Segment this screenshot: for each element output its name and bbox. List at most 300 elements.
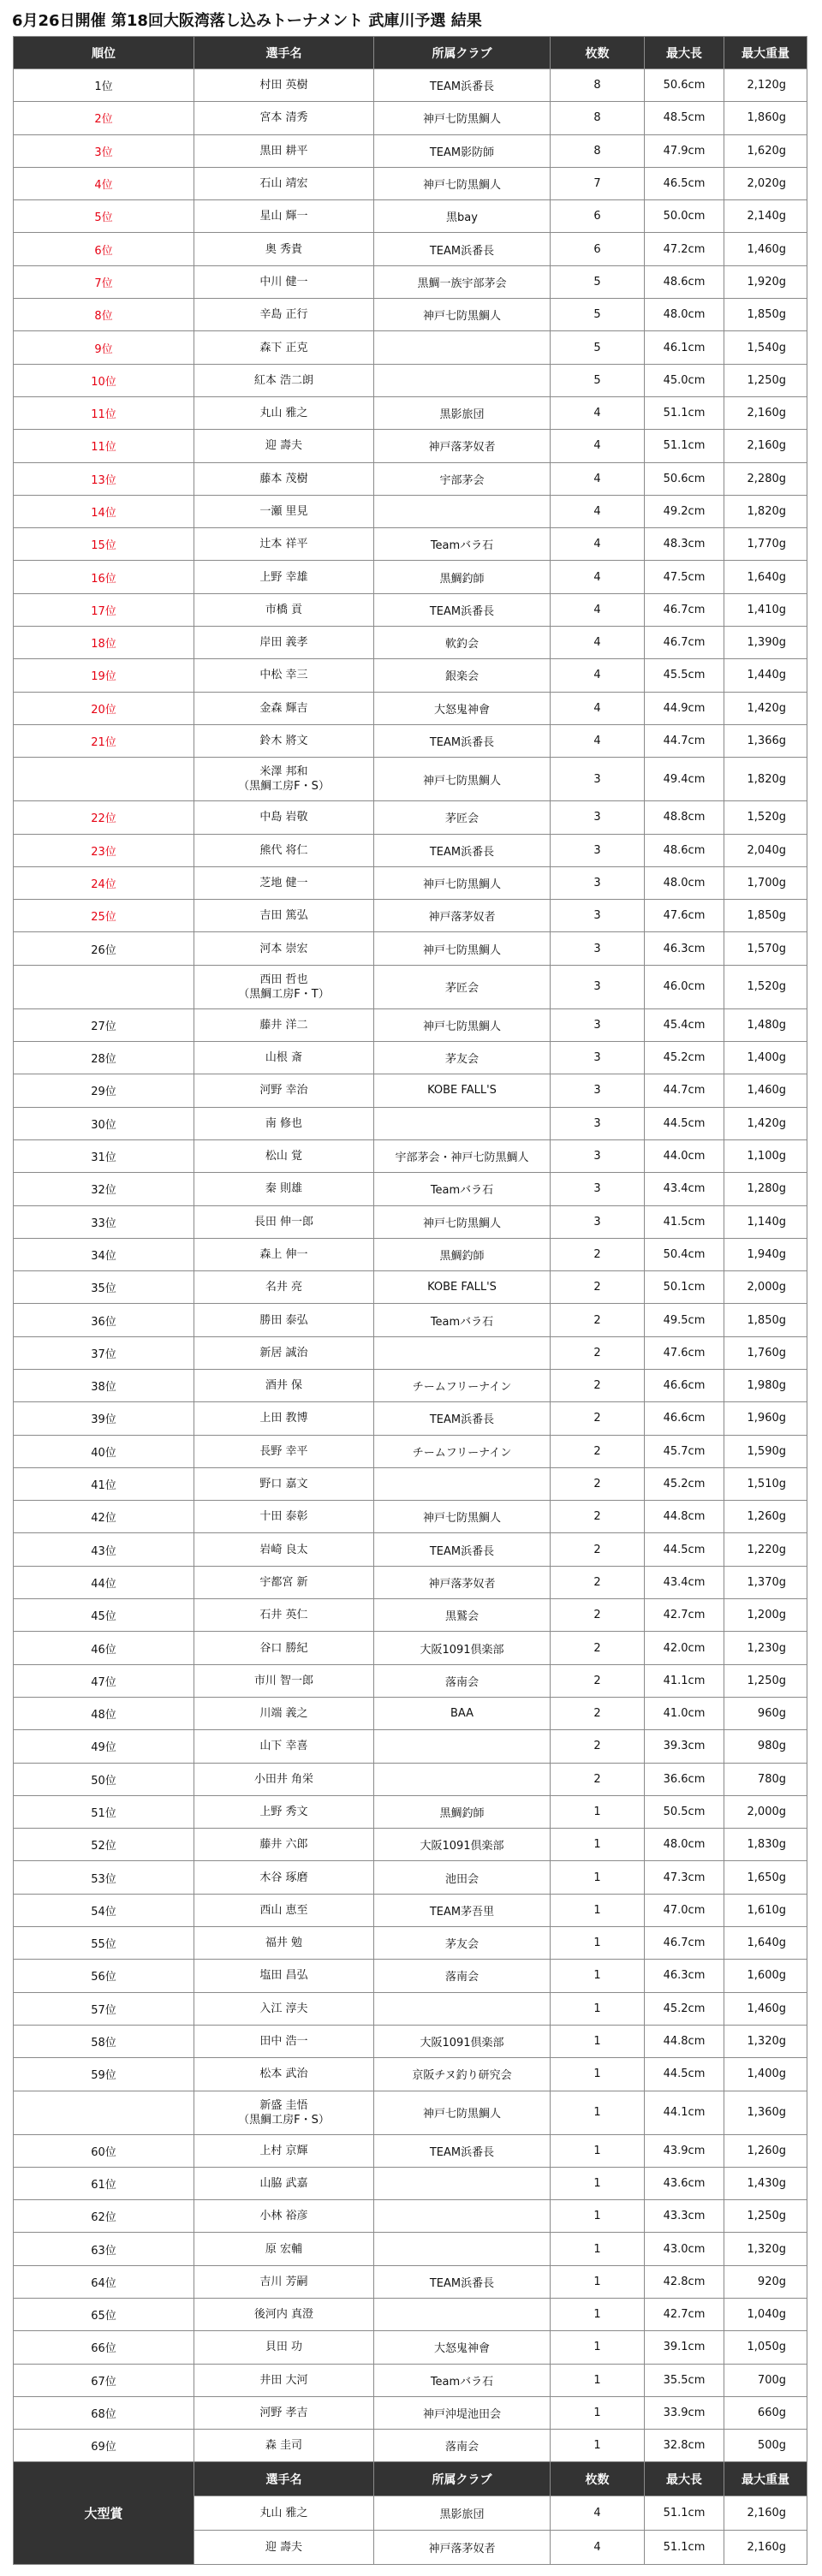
max-length-cell: 45.2cm: [645, 1993, 724, 2026]
max-weight-cell: 2,280g: [724, 463, 807, 496]
results-header-row: [14, 37, 807, 69]
table-row: [14, 1829, 807, 1861]
count-cell: 2: [551, 1468, 645, 1501]
max-length-cell: 46.7cm: [645, 1927, 724, 1960]
club-cell: 神戸七防黒鯛人: [374, 1206, 551, 1239]
player-name-cell: [194, 1567, 374, 1599]
count-cell: 1: [551, 2397, 645, 2430]
player-name-cell: [194, 1960, 374, 1992]
results-body: [14, 69, 807, 2462]
club-cell: [374, 2233, 551, 2265]
club-cell: [374, 331, 551, 364]
player-name-cell: [194, 1895, 374, 1927]
rank-cell: 42位: [14, 1501, 194, 1533]
club-cell: 神戸七防黒鯛人: [374, 932, 551, 965]
club-cell: 神戸七防黒鯛人: [374, 758, 551, 801]
table-row: [14, 2430, 807, 2462]
table-row: [14, 1304, 807, 1336]
max-length-cell: 46.3cm: [645, 1960, 724, 1992]
max-weight-cell: 1,440g: [724, 659, 807, 692]
player-name-cell: [194, 2026, 374, 2058]
player-name: 長野 幸平: [259, 1444, 308, 1458]
club-cell: 黒鯛釣師: [374, 1796, 551, 1829]
rank-cell: 4位: [14, 168, 194, 200]
max-length-cell: 43.0cm: [645, 2233, 724, 2265]
club-cell: 軟釣会: [374, 627, 551, 659]
rank-cell: 10位: [14, 365, 194, 397]
player-name: 中松 幸三: [259, 669, 308, 682]
player-name-cell: [194, 299, 374, 331]
rank-cell: [14, 758, 194, 801]
rank-cell: 48位: [14, 1698, 194, 1730]
rank-cell: 1位: [14, 69, 194, 102]
count-cell: 2: [551, 1239, 645, 1271]
player-name: 山下 幸喜: [259, 1740, 308, 1753]
max-length-cell: 46.6cm: [645, 1370, 724, 1402]
player-name-cell: [194, 1599, 374, 1632]
club-cell: 大阪1091倶楽部: [374, 1632, 551, 1664]
rank-cell: 20位: [14, 693, 194, 725]
count-cell: 5: [551, 365, 645, 397]
award-header-max-length: 最大長: [645, 2462, 724, 2496]
rank-cell: 56位: [14, 1960, 194, 1992]
player-name: 上田 教博: [259, 1412, 308, 1425]
player-name: 上野 幸雄: [259, 570, 308, 584]
player-name: 市橋 貢: [265, 603, 303, 616]
count-cell: 7: [551, 168, 645, 200]
rank-cell: 11位: [14, 430, 194, 462]
player-name: 金森 輝吉: [259, 701, 308, 715]
rank-cell: 27位: [14, 1009, 194, 1042]
table-row: [14, 397, 807, 430]
max-length-cell: 45.4cm: [645, 1009, 724, 1042]
count-cell: 1: [551, 1895, 645, 1927]
club-cell: 神戸落茅奴者: [374, 1567, 551, 1599]
rank-cell: 63位: [14, 2233, 194, 2265]
rank-cell: 61位: [14, 2168, 194, 2200]
max-length-cell: 44.8cm: [645, 1501, 724, 1533]
club-cell: BAA: [374, 1698, 551, 1730]
max-weight-cell: 2,160g: [724, 397, 807, 430]
club-cell: 茅匠会: [374, 966, 551, 1009]
rank-cell: 34位: [14, 1239, 194, 1271]
club-cell: TEAM浜番長: [374, 594, 551, 627]
table-row: [14, 1960, 807, 1992]
club-cell: 落南会: [374, 1665, 551, 1698]
max-length-cell: 49.4cm: [645, 758, 724, 801]
club-cell: TEAM茅吾里: [374, 1895, 551, 1927]
max-length-cell: 51.1cm: [645, 430, 724, 462]
player-name: 黒田 耕平: [259, 144, 308, 158]
max-weight-cell: 1,960g: [724, 1402, 807, 1435]
count-cell: 1: [551, 2168, 645, 2200]
max-weight-cell: 1,250g: [724, 2200, 807, 2233]
max-length-cell: 33.9cm: [645, 2397, 724, 2430]
max-weight-cell: 1,400g: [724, 2058, 807, 2091]
max-length-cell: 42.0cm: [645, 1632, 724, 1664]
count-cell: 2: [551, 1665, 645, 1698]
table-row: [14, 1632, 807, 1664]
rank-cell: 11位: [14, 397, 194, 430]
player-name: 藤本 茂樹: [259, 472, 308, 485]
max-length-cell: 50.4cm: [645, 1239, 724, 1271]
max-length-cell: 48.6cm: [645, 266, 724, 299]
max-weight-cell: 2,140g: [724, 200, 807, 233]
max-weight-cell: 1,430g: [724, 2168, 807, 2200]
rank-cell: 39位: [14, 1402, 194, 1435]
table-row: [14, 135, 807, 168]
rank-cell: 41位: [14, 1468, 194, 1501]
player-name-cell: [194, 659, 374, 692]
club-cell: 茅友会: [374, 1042, 551, 1074]
rank-cell: 33位: [14, 1206, 194, 1239]
count-cell: 2: [551, 1567, 645, 1599]
club-cell: Teamバラ石: [374, 1173, 551, 1205]
max-weight-cell: 1,280g: [724, 1173, 807, 1205]
rank-cell: 45位: [14, 1599, 194, 1632]
table-row: [14, 1993, 807, 2026]
award-club-cell: 神戸落茅奴者: [374, 2531, 551, 2565]
table-row: [14, 200, 807, 233]
player-name-cell: [194, 1632, 374, 1664]
player-name: 川端 義之: [259, 1707, 308, 1721]
max-length-cell: 44.5cm: [645, 2058, 724, 2091]
player-name: 十田 泰彰: [259, 1510, 308, 1524]
max-length-cell: 48.6cm: [645, 835, 724, 867]
award-count-cell: 4: [551, 2531, 645, 2565]
player-name-cell: [194, 1927, 374, 1960]
player-name-cell: [194, 2058, 374, 2091]
player-name: 中島 岩敬: [259, 811, 308, 824]
max-weight-cell: 1,250g: [724, 1665, 807, 1698]
player-name-cell: [194, 1436, 374, 1468]
max-weight-cell: 1,230g: [724, 1632, 807, 1664]
player-name-cell: [194, 1108, 374, 1140]
club-cell: チームフリーナイン: [374, 1370, 551, 1402]
max-weight-cell: 780g: [724, 1764, 807, 1796]
max-length-cell: 36.6cm: [645, 1764, 724, 1796]
player-name: 山脇 武嘉: [259, 2176, 308, 2190]
count-cell: 1: [551, 2365, 645, 2397]
player-name-cell: [194, 867, 374, 900]
max-length-cell: 50.5cm: [645, 1796, 724, 1829]
table-row: [14, 1501, 807, 1533]
max-length-cell: 46.7cm: [645, 594, 724, 627]
club-cell: 落南会: [374, 2430, 551, 2462]
table-row: [14, 900, 807, 932]
max-length-cell: 44.0cm: [645, 1140, 724, 1173]
club-cell: KOBE FALL'S: [374, 1271, 551, 1304]
rank-cell: 64位: [14, 2266, 194, 2299]
max-length-cell: 50.6cm: [645, 69, 724, 102]
count-cell: 1: [551, 2299, 645, 2331]
player-name-cell: [194, 2233, 374, 2265]
rank-cell: 38位: [14, 1370, 194, 1402]
max-weight-cell: 1,370g: [724, 1567, 807, 1599]
table-row: [14, 1042, 807, 1074]
player-name: 芝地 健一: [259, 876, 308, 889]
club-cell: [374, 2168, 551, 2200]
max-length-cell: 45.5cm: [645, 659, 724, 692]
max-length-cell: 48.0cm: [645, 1829, 724, 1861]
club-cell: TEAM浜番長: [374, 1402, 551, 1435]
rank-cell: 16位: [14, 561, 194, 593]
max-weight-cell: 1,420g: [724, 693, 807, 725]
max-weight-cell: 1,200g: [724, 1599, 807, 1632]
table-row: [14, 331, 807, 364]
max-weight-cell: 1,320g: [724, 2233, 807, 2265]
max-weight-cell: 1,570g: [724, 932, 807, 965]
player-affiliation-note: （黒鯛工房F・S）: [238, 780, 330, 794]
player-name: 西田 哲也: [259, 973, 308, 986]
player-name-cell: [194, 2091, 374, 2135]
rank-cell: 6位: [14, 233, 194, 265]
count-cell: 2: [551, 1698, 645, 1730]
max-length-cell: 44.5cm: [645, 1533, 724, 1566]
award-club-cell: 黒影旅団: [374, 2496, 551, 2531]
player-name-cell: [194, 966, 374, 1009]
player-name: 岩崎 良太: [259, 1543, 308, 1556]
table-row: [14, 1533, 807, 1566]
count-cell: 5: [551, 331, 645, 364]
rank-cell: 55位: [14, 1927, 194, 1960]
count-cell: 2: [551, 1501, 645, 1533]
player-name-cell: [194, 1829, 374, 1861]
max-length-cell: 50.0cm: [645, 200, 724, 233]
club-cell: TEAM浜番長: [374, 69, 551, 102]
max-length-cell: 46.0cm: [645, 966, 724, 1009]
count-cell: 4: [551, 659, 645, 692]
max-weight-cell: 1,050g: [724, 2331, 807, 2364]
count-cell: 3: [551, 1108, 645, 1140]
rank-cell: 62位: [14, 2200, 194, 2233]
table-row: [14, 1927, 807, 1960]
player-affiliation-note: （黒鯛工房F・S）: [238, 2113, 330, 2127]
count-cell: 4: [551, 496, 645, 528]
club-cell: 池田会: [374, 1861, 551, 1894]
table-row: [14, 430, 807, 462]
player-name-cell: [194, 2168, 374, 2200]
rank-cell: 8位: [14, 299, 194, 331]
player-name-cell: [194, 135, 374, 168]
count-cell: 4: [551, 430, 645, 462]
player-name-cell: [194, 2299, 374, 2331]
player-name: 奥 秀貴: [265, 242, 303, 256]
count-cell: 3: [551, 1042, 645, 1074]
max-weight-cell: 1,600g: [724, 1960, 807, 1992]
max-length-cell: 35.5cm: [645, 2365, 724, 2397]
club-cell: 神戸沖堤池田会: [374, 2397, 551, 2430]
player-name: 野口 嘉文: [259, 1478, 308, 1491]
rank-cell: 30位: [14, 1108, 194, 1140]
award-header-count: 枚数: [551, 2462, 645, 2496]
award-header-player-name: 選手名: [194, 2462, 374, 2496]
table-row: [14, 1730, 807, 1763]
rank-cell: 3位: [14, 135, 194, 168]
award-max-length-cell: 51.1cm: [645, 2531, 724, 2565]
table-row: [14, 801, 807, 834]
player-name: 河本 崇宏: [259, 942, 308, 955]
max-weight-cell: 1,760g: [724, 1337, 807, 1370]
club-cell: 黒鯛釣師: [374, 561, 551, 593]
club-cell: TEAM影防師: [374, 135, 551, 168]
club-cell: 黒影旅団: [374, 397, 551, 430]
player-name-cell: [194, 1271, 374, 1304]
max-length-cell: 43.3cm: [645, 2200, 724, 2233]
max-weight-cell: 1,590g: [724, 1436, 807, 1468]
player-name-cell: [194, 1468, 374, 1501]
max-length-cell: 47.6cm: [645, 900, 724, 932]
player-name: 上村 京輝: [259, 2144, 308, 2157]
max-length-cell: 46.1cm: [645, 331, 724, 364]
max-length-cell: 44.7cm: [645, 1074, 724, 1107]
max-weight-cell: 2,120g: [724, 69, 807, 102]
player-name-cell: [194, 365, 374, 397]
player-name-cell: [194, 2331, 374, 2364]
count-cell: 8: [551, 135, 645, 168]
count-cell: 1: [551, 1861, 645, 1894]
rank-cell: 60位: [14, 2135, 194, 2168]
player-name: 後河内 真澄: [253, 2308, 314, 2322]
player-name: 小田井 角栄: [253, 1772, 314, 1786]
club-cell: 神戸落茅奴者: [374, 430, 551, 462]
club-cell: Teamバラ石: [374, 1304, 551, 1336]
count-cell: 3: [551, 835, 645, 867]
count-cell: 2: [551, 1632, 645, 1664]
rank-cell: 46位: [14, 1632, 194, 1664]
table-row: [14, 2091, 807, 2135]
player-name-cell: [194, 1304, 374, 1336]
max-weight-cell: 1,460g: [724, 1993, 807, 2026]
count-cell: 8: [551, 69, 645, 102]
max-weight-cell: 1,420g: [724, 1108, 807, 1140]
club-cell: 黒鷲会: [374, 1599, 551, 1632]
max-weight-cell: 1,770g: [724, 528, 807, 561]
player-name-cell: [194, 900, 374, 932]
player-name: 木谷 琢磨: [259, 1871, 308, 1884]
table-row: [14, 867, 807, 900]
table-row: [14, 2058, 807, 2091]
rank-cell: 24位: [14, 867, 194, 900]
rank-cell: 52位: [14, 1829, 194, 1861]
table-row: [14, 266, 807, 299]
player-name-cell: [194, 1337, 374, 1370]
player-name: 藤井 洋二: [259, 1018, 308, 1032]
player-name: 長田 伸一郎: [253, 1215, 314, 1229]
player-name: 石山 靖宏: [259, 177, 308, 191]
player-name: 小林 裕彦: [259, 2210, 308, 2223]
max-weight-cell: 1,260g: [724, 2135, 807, 2168]
max-length-cell: 48.8cm: [645, 801, 724, 834]
club-cell: 銀楽会: [374, 659, 551, 692]
table-row: [14, 233, 807, 265]
table-row: [14, 1140, 807, 1173]
count-cell: 2: [551, 1271, 645, 1304]
player-name: 丸山 雅之: [259, 407, 308, 420]
table-row: [14, 1370, 807, 1402]
rank-cell: 19位: [14, 659, 194, 692]
player-name-cell: [194, 594, 374, 627]
count-cell: 3: [551, 900, 645, 932]
table-row: [14, 1337, 807, 1370]
max-weight-cell: 1,366g: [724, 725, 807, 758]
club-cell: TEAM浜番長: [374, 835, 551, 867]
player-name-cell: [194, 2430, 374, 2462]
award-max-weight-cell: 2,160g: [724, 2496, 807, 2531]
player-name-cell: [194, 1796, 374, 1829]
club-cell: [374, 365, 551, 397]
count-cell: 6: [551, 233, 645, 265]
player-name-cell: [194, 168, 374, 200]
rank-cell: 47位: [14, 1665, 194, 1698]
count-cell: 3: [551, 1173, 645, 1205]
max-length-cell: 41.5cm: [645, 1206, 724, 1239]
player-name: 紅本 浩二朗: [253, 373, 314, 387]
club-cell: TEAM浜番長: [374, 1533, 551, 1566]
club-cell: 茅友会: [374, 1927, 551, 1960]
player-name: 勝田 泰弘: [259, 1313, 308, 1327]
rank-cell: 68位: [14, 2397, 194, 2430]
player-name: 森上 伸一: [259, 1247, 308, 1261]
count-cell: 3: [551, 966, 645, 1009]
count-cell: 4: [551, 397, 645, 430]
club-cell: [374, 1730, 551, 1763]
rank-cell: 25位: [14, 900, 194, 932]
player-name-cell: [194, 430, 374, 462]
table-row: [14, 1599, 807, 1632]
max-weight-cell: 1,540g: [724, 331, 807, 364]
club-cell: 大阪1091倶楽部: [374, 2026, 551, 2058]
table-row: [14, 1436, 807, 1468]
table-row: [14, 1468, 807, 1501]
count-cell: 4: [551, 463, 645, 496]
award-max-length-cell: 51.1cm: [645, 2496, 724, 2531]
max-weight-cell: 1,700g: [724, 867, 807, 900]
player-name: 辛島 正行: [259, 308, 308, 322]
club-cell: 黒鯛一族宇部茅会: [374, 266, 551, 299]
count-cell: 1: [551, 2266, 645, 2299]
club-cell: [374, 1108, 551, 1140]
rank-cell: 31位: [14, 1140, 194, 1173]
club-cell: [374, 2200, 551, 2233]
player-name: 村田 英樹: [259, 79, 308, 92]
count-cell: 5: [551, 266, 645, 299]
player-name-cell: [194, 561, 374, 593]
player-name-cell: [194, 331, 374, 364]
club-cell: 大怒鬼神會: [374, 693, 551, 725]
column-header-player-name: 選手名: [194, 37, 374, 69]
max-length-cell: 45.0cm: [645, 365, 724, 397]
player-name: 森 圭司: [265, 2439, 303, 2453]
club-cell: Teamバラ石: [374, 528, 551, 561]
table-row: [14, 2266, 807, 2299]
count-cell: 1: [551, 2430, 645, 2462]
count-cell: 3: [551, 932, 645, 965]
max-length-cell: 44.8cm: [645, 2026, 724, 2058]
player-affiliation-note: （黒鯛工房F・T）: [238, 987, 330, 1001]
count-cell: 2: [551, 1533, 645, 1566]
table-row: [14, 966, 807, 1009]
rank-cell: 22位: [14, 801, 194, 834]
max-length-cell: 46.5cm: [645, 168, 724, 200]
player-name: 田中 浩一: [259, 2035, 308, 2049]
count-cell: 3: [551, 1140, 645, 1173]
table-row: [14, 1206, 807, 1239]
column-header-max-length: 最大長: [645, 37, 724, 69]
player-name: 名井 亮: [265, 1281, 303, 1294]
max-length-cell: 39.3cm: [645, 1730, 724, 1763]
max-weight-cell: 1,980g: [724, 1370, 807, 1402]
